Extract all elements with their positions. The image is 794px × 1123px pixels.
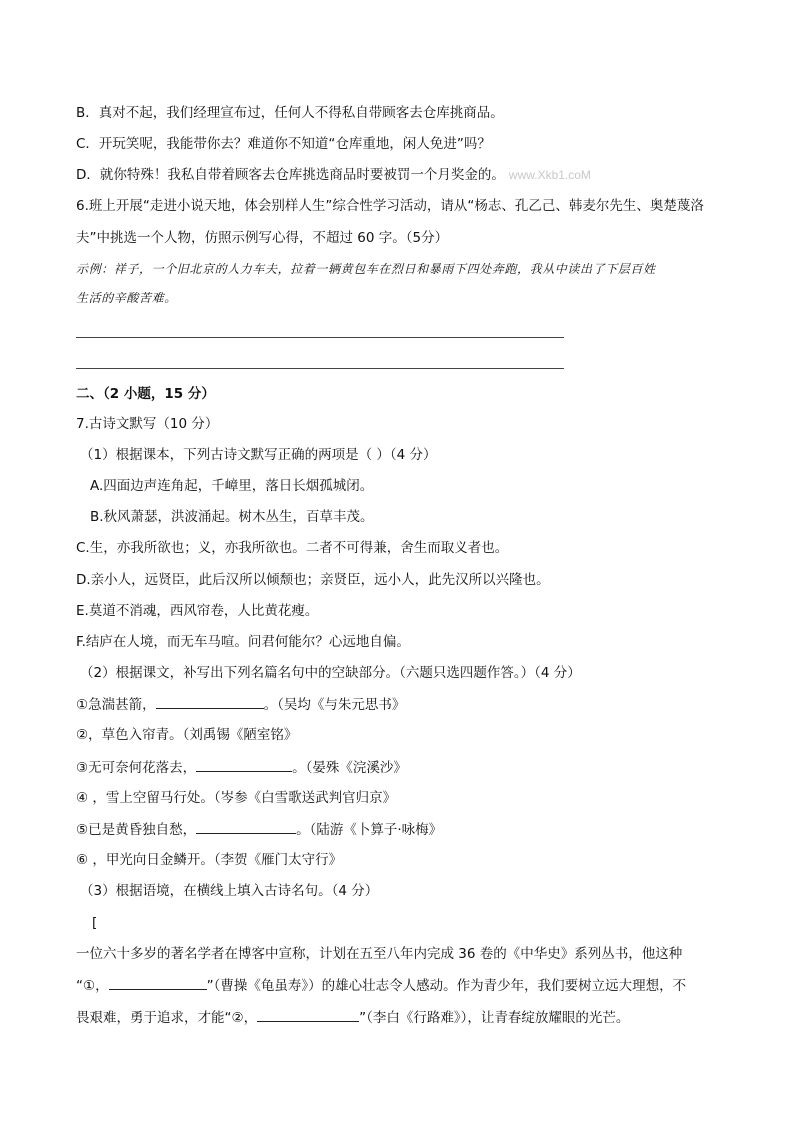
option-b-line: B．真对不起，我们经理宣布过，任何人不得私自带顾客去仓库挑商品。 <box>76 105 504 121</box>
question-7-title: 7.古诗文默写（10 分） <box>76 416 219 432</box>
part-1-prompt: （1）根据课本，下列古诗文默写正确的两项是（ ）（4 分） <box>80 447 437 463</box>
fill-item-6: ⑥ ，甲光向日金鳞开。（李贺《雁门太守行》 <box>76 852 343 868</box>
option-d-line <box>76 165 591 185</box>
choice-a: A.四面边声连角起，千嶂里，落日长烟孤城闭。 <box>90 478 374 494</box>
bracket-mark: [ <box>92 915 98 931</box>
example-line-1: 示例：祥子，一个旧北京的人力车夫，拉着一辆黄包车在烈日和暴雨下四处奔跑，我从中读出了下层百姓 <box>76 262 656 276</box>
question-6-line-2: 夫”中挑选一个人物，仿照示例写心得，不超过 60 字。（5分） <box>76 230 449 246</box>
answer-line-1 <box>76 337 564 338</box>
fill-3-prefix: ③无可奈何花落去， <box>76 760 197 776</box>
part-3-prompt: （3）根据语境，在横线上填入古诗名句。（4 分） <box>80 883 379 899</box>
context-2-suffix: ”（曹操《龟虽寿》）的雄心壮志令人感动。作为青少年，我们要树立远大理想，不 <box>206 978 687 994</box>
context-line-3 <box>76 1007 629 1028</box>
context-line-2 <box>76 975 686 996</box>
fill-item-1 <box>76 694 405 715</box>
fill-item-2: ②，草色入帘青。（刘禹锡《陋室铭》 <box>76 727 298 743</box>
fill-5-prefix: ⑤已是黄昏独自愁， <box>76 822 197 838</box>
context-blank-2[interactable] <box>257 1007 359 1022</box>
option-d-text: D．就你特殊！我私自带着顾客去仓库挑选商品时要被罚一个月奖金的。 <box>76 167 505 183</box>
choice-f: F.结庐在人境，而无车马喧。问君何能尔？心远地自偏。 <box>76 634 410 650</box>
fill-5-suffix: 。（陆游《卜算子·咏梅》 <box>296 822 443 838</box>
fill-3-blank[interactable] <box>196 757 292 772</box>
context-line-1: 一位六十多岁的著名学者在博客中宣称，计划在五至八年内完成 36 卷的《中华史》系列丛书，他这种 <box>76 946 683 962</box>
choice-d: D.亲小人，远贤臣，此后汉所以倾颓也；亲贤臣，远小人，此先汉所以兴隆也。 <box>76 572 550 588</box>
fill-1-blank[interactable] <box>156 694 264 709</box>
fill-3-suffix: 。（晏殊《浣溪沙》 <box>292 760 407 776</box>
fill-item-5 <box>76 819 442 840</box>
option-c-line: C．开玩笑呢，我能带你去？难道你不知道“仓库重地，闲人免进”吗？ <box>76 136 491 152</box>
fill-1-prefix: ①急湍甚箭， <box>76 697 156 713</box>
context-blank-1[interactable] <box>109 975 207 990</box>
choice-b: B.秋风萧瑟，洪波涌起。树木丛生，百草丰茂。 <box>90 509 374 525</box>
example-line-2: 生活的辛酸苦难。 <box>76 291 177 305</box>
part-2-prompt: （2）根据课文，补写出下列名篇名句中的空缺部分。（六题只选四题作答。）（4 分） <box>80 665 581 681</box>
context-3-prefix: 畏艰难，勇于追求，才能“②， <box>76 1010 258 1026</box>
watermark-text: www.Xkb1.coM <box>508 168 591 182</box>
question-6-line-1: 6.班上开展“走进小说天地，体会别样人生”综合性学习活动，请从“杨志、孔乙己、韩麦尔先生、奥楚蔑洛 <box>76 198 704 214</box>
fill-item-3 <box>76 757 407 778</box>
answer-line-2 <box>76 368 564 369</box>
fill-5-blank[interactable] <box>196 819 296 834</box>
choice-c: C.生，亦我所欲也；义，亦我所欲也。二者不可得兼，舍生而取义者也。 <box>76 540 509 556</box>
choice-e: E.莫道不消魂，西风帘卷，人比黄花瘦。 <box>76 603 319 619</box>
context-2-prefix: “①， <box>76 978 109 994</box>
fill-item-4: ④ ，雪上空留马行处。（岑参《白雪歌送武判官归京》 <box>76 790 397 806</box>
context-3-suffix: ”（李白《行路难》），让青春绽放耀眼的光芒。 <box>359 1010 630 1026</box>
section-2-title: 二、（2 小题，15 分） <box>76 386 215 402</box>
fill-1-suffix: 。（吴均《与朱元思书》 <box>263 697 406 713</box>
